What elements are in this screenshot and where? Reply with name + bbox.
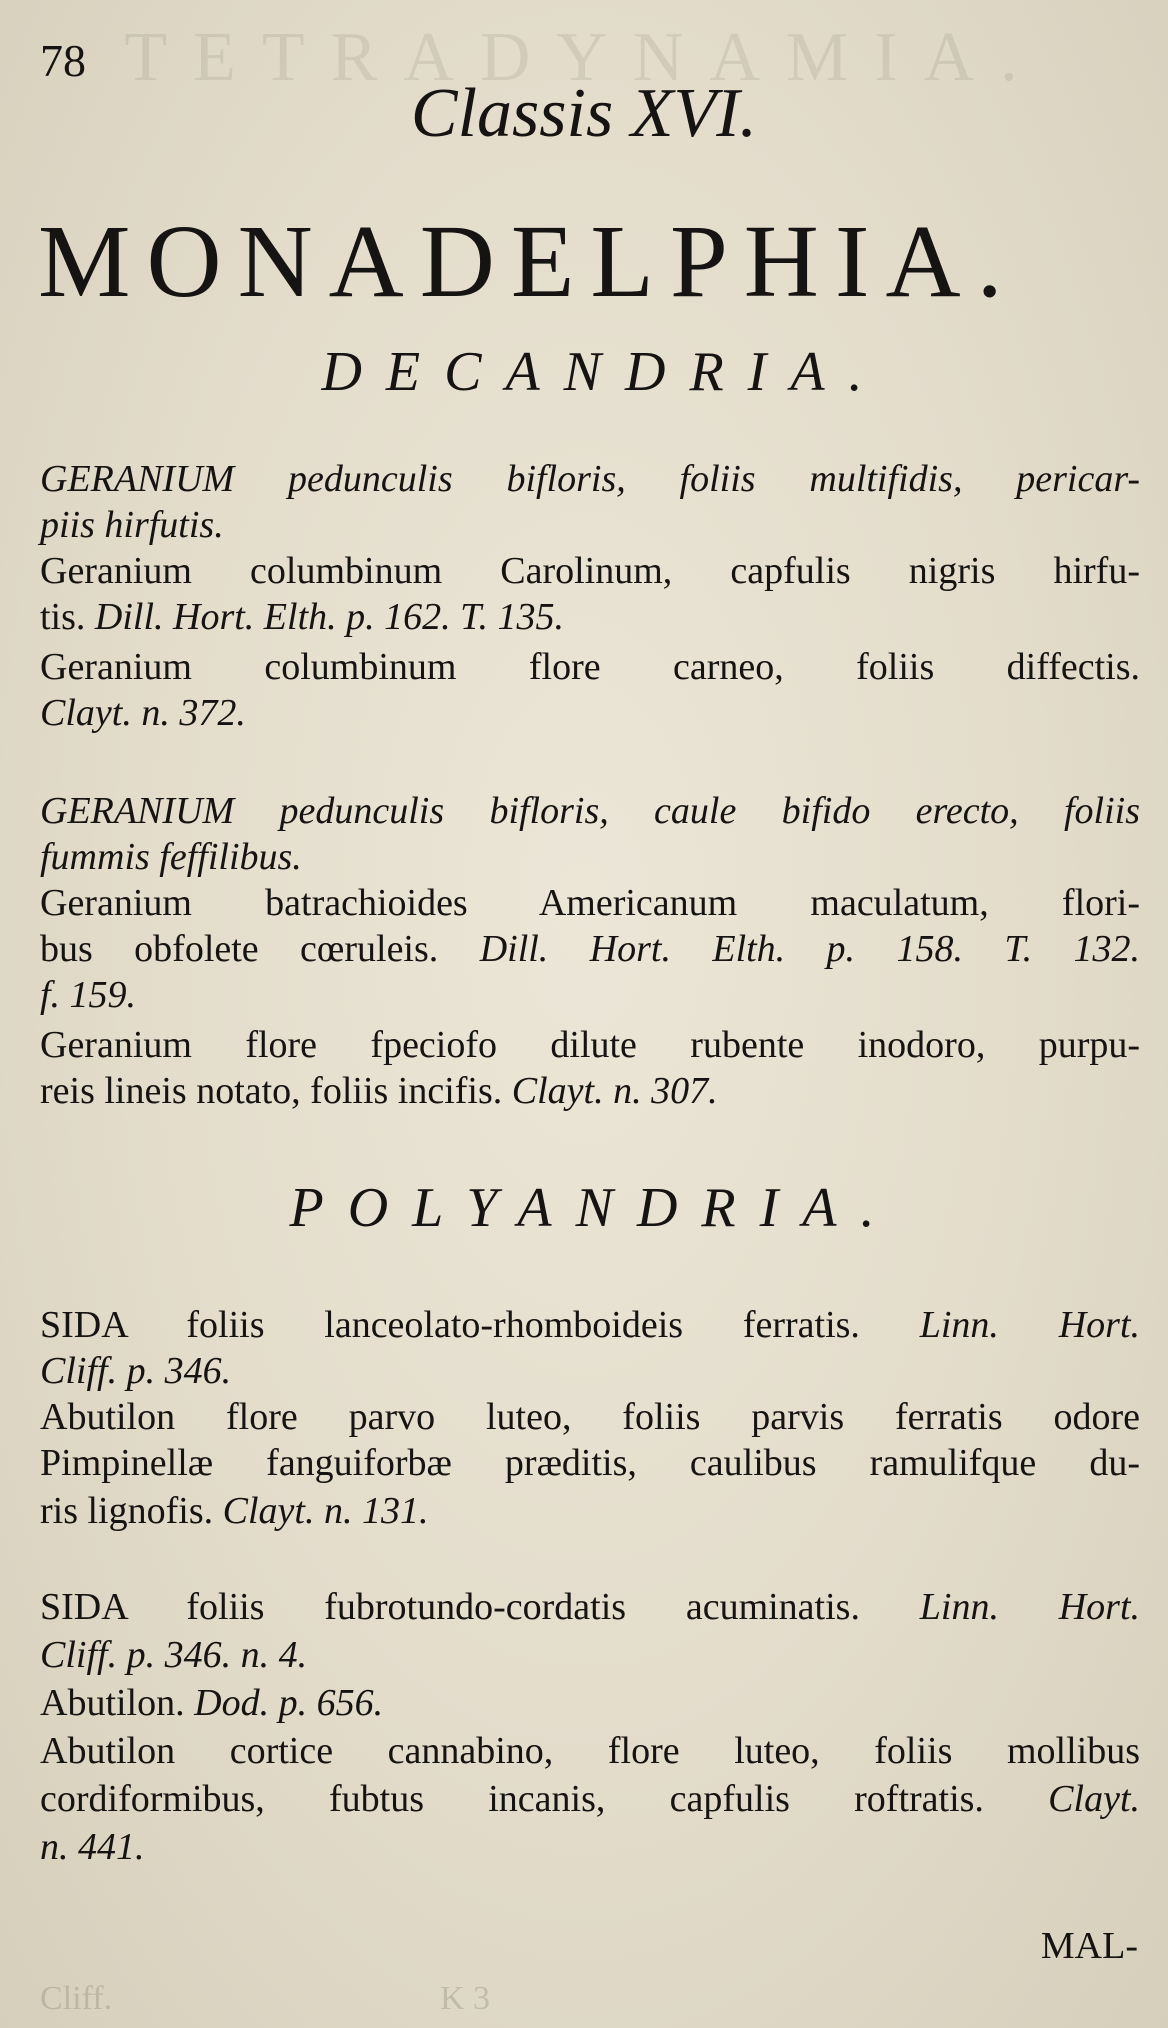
entry-line: Geranium columbinum flore carneo, foliis diffectis.	[40, 646, 1140, 688]
reference-text: Dill. Hort. Elth. p. 158. T. 132.	[479, 928, 1141, 970]
reference-text: Dill. Hort. Elth. p. 162. T. 135.	[94, 596, 564, 638]
reference-text: Linn. Hort.	[919, 1304, 1141, 1346]
entry-text: tis.	[40, 596, 86, 638]
reference-text: n. 441.	[40, 1826, 145, 1868]
entry-text: SIDA foliis lanceolato-rhomboideis ferratis.	[40, 1304, 860, 1346]
entry-text: reis lineis notato, foliis incifis.	[40, 1070, 503, 1112]
entry-line	[40, 594, 1140, 640]
entry-line	[40, 1068, 1140, 1114]
reference-text: Cliff. p. 346.	[40, 1350, 232, 1392]
entry-text: Abutilon.	[40, 1682, 185, 1724]
reference-text: Clayt.	[1048, 1778, 1140, 1820]
diagnosis-text: pedunculis bifloris, caule bifido erecto, foliis	[279, 790, 1140, 832]
reference-text: Dod. p. 656.	[194, 1682, 384, 1724]
genus-name: GERANIUM	[40, 790, 235, 832]
classis-heading: Classis XVI.	[410, 75, 758, 152]
diagnosis-text: pedunculis bifloris, foliis multifidis, pericar-	[288, 458, 1141, 500]
entry-line	[40, 1776, 1140, 1822]
reference-text: Clayt. n. 372.	[40, 692, 246, 734]
entry-text: SIDA foliis fubrotundo-cordatis acuminatis.	[40, 1586, 860, 1628]
entry-line	[40, 1488, 1140, 1534]
section-heading-decandria: DECANDRIA.	[321, 341, 887, 403]
reference-text: f. 159.	[40, 974, 137, 1016]
entry-line	[40, 456, 1140, 502]
entry-text: bus obfolete cœruleis.	[40, 928, 439, 970]
entry-line	[40, 1302, 1140, 1348]
bleed-through-foot-left: Cliff.	[40, 1980, 113, 2017]
entry-line	[40, 1584, 1140, 1630]
entry-line: Geranium flore fpeciofo dilute rubente inodoro, purpu-	[40, 1024, 1140, 1066]
bleed-through-header: TETRADYNAMIA.	[124, 19, 1044, 96]
entry-line: Pimpinellæ fanguiforbæ præditis, caulibus ramulifque du-	[40, 1442, 1140, 1484]
entry-line	[40, 1680, 1140, 1726]
catchword: MAL-	[1040, 1925, 1138, 1967]
entry-line: Abutilon cortice cannabino, flore luteo, foliis mollibus	[40, 1730, 1140, 1772]
page-number: 78	[40, 35, 86, 86]
reference-text: Linn. Hort.	[919, 1586, 1141, 1628]
reference-text: Cliff. p. 346. n. 4.	[40, 1634, 308, 1676]
entry-line: Abutilon flore parvo luteo, foliis parvis ferratis odore	[40, 1396, 1140, 1438]
entry-line: Geranium batrachioides Americanum maculatum, flori-	[40, 882, 1140, 924]
reference-text: Clayt. n. 131.	[222, 1490, 429, 1532]
genus-name: GERANIUM	[40, 458, 235, 500]
bleed-through-foot-mid: K 3	[440, 1980, 491, 2017]
entry-text: ris lignofis.	[40, 1490, 214, 1532]
entry-line	[40, 788, 1140, 834]
entry-text: cordiformibus, fubtus incanis, capfulis roftratis.	[40, 1778, 984, 1820]
entry-line	[40, 926, 1140, 972]
entry-line: Geranium columbinum Carolinum, capfulis nigris hirfu-	[40, 550, 1140, 592]
reference-text: Clayt. n. 307.	[511, 1070, 718, 1112]
section-heading-polyandria: POLYANDRIA.	[289, 1177, 899, 1239]
entry-line: piis hirfutis.	[40, 504, 224, 546]
entry-line: fummis feffilibus.	[40, 836, 302, 878]
class-title: MONADELPHIA.	[38, 204, 1019, 319]
